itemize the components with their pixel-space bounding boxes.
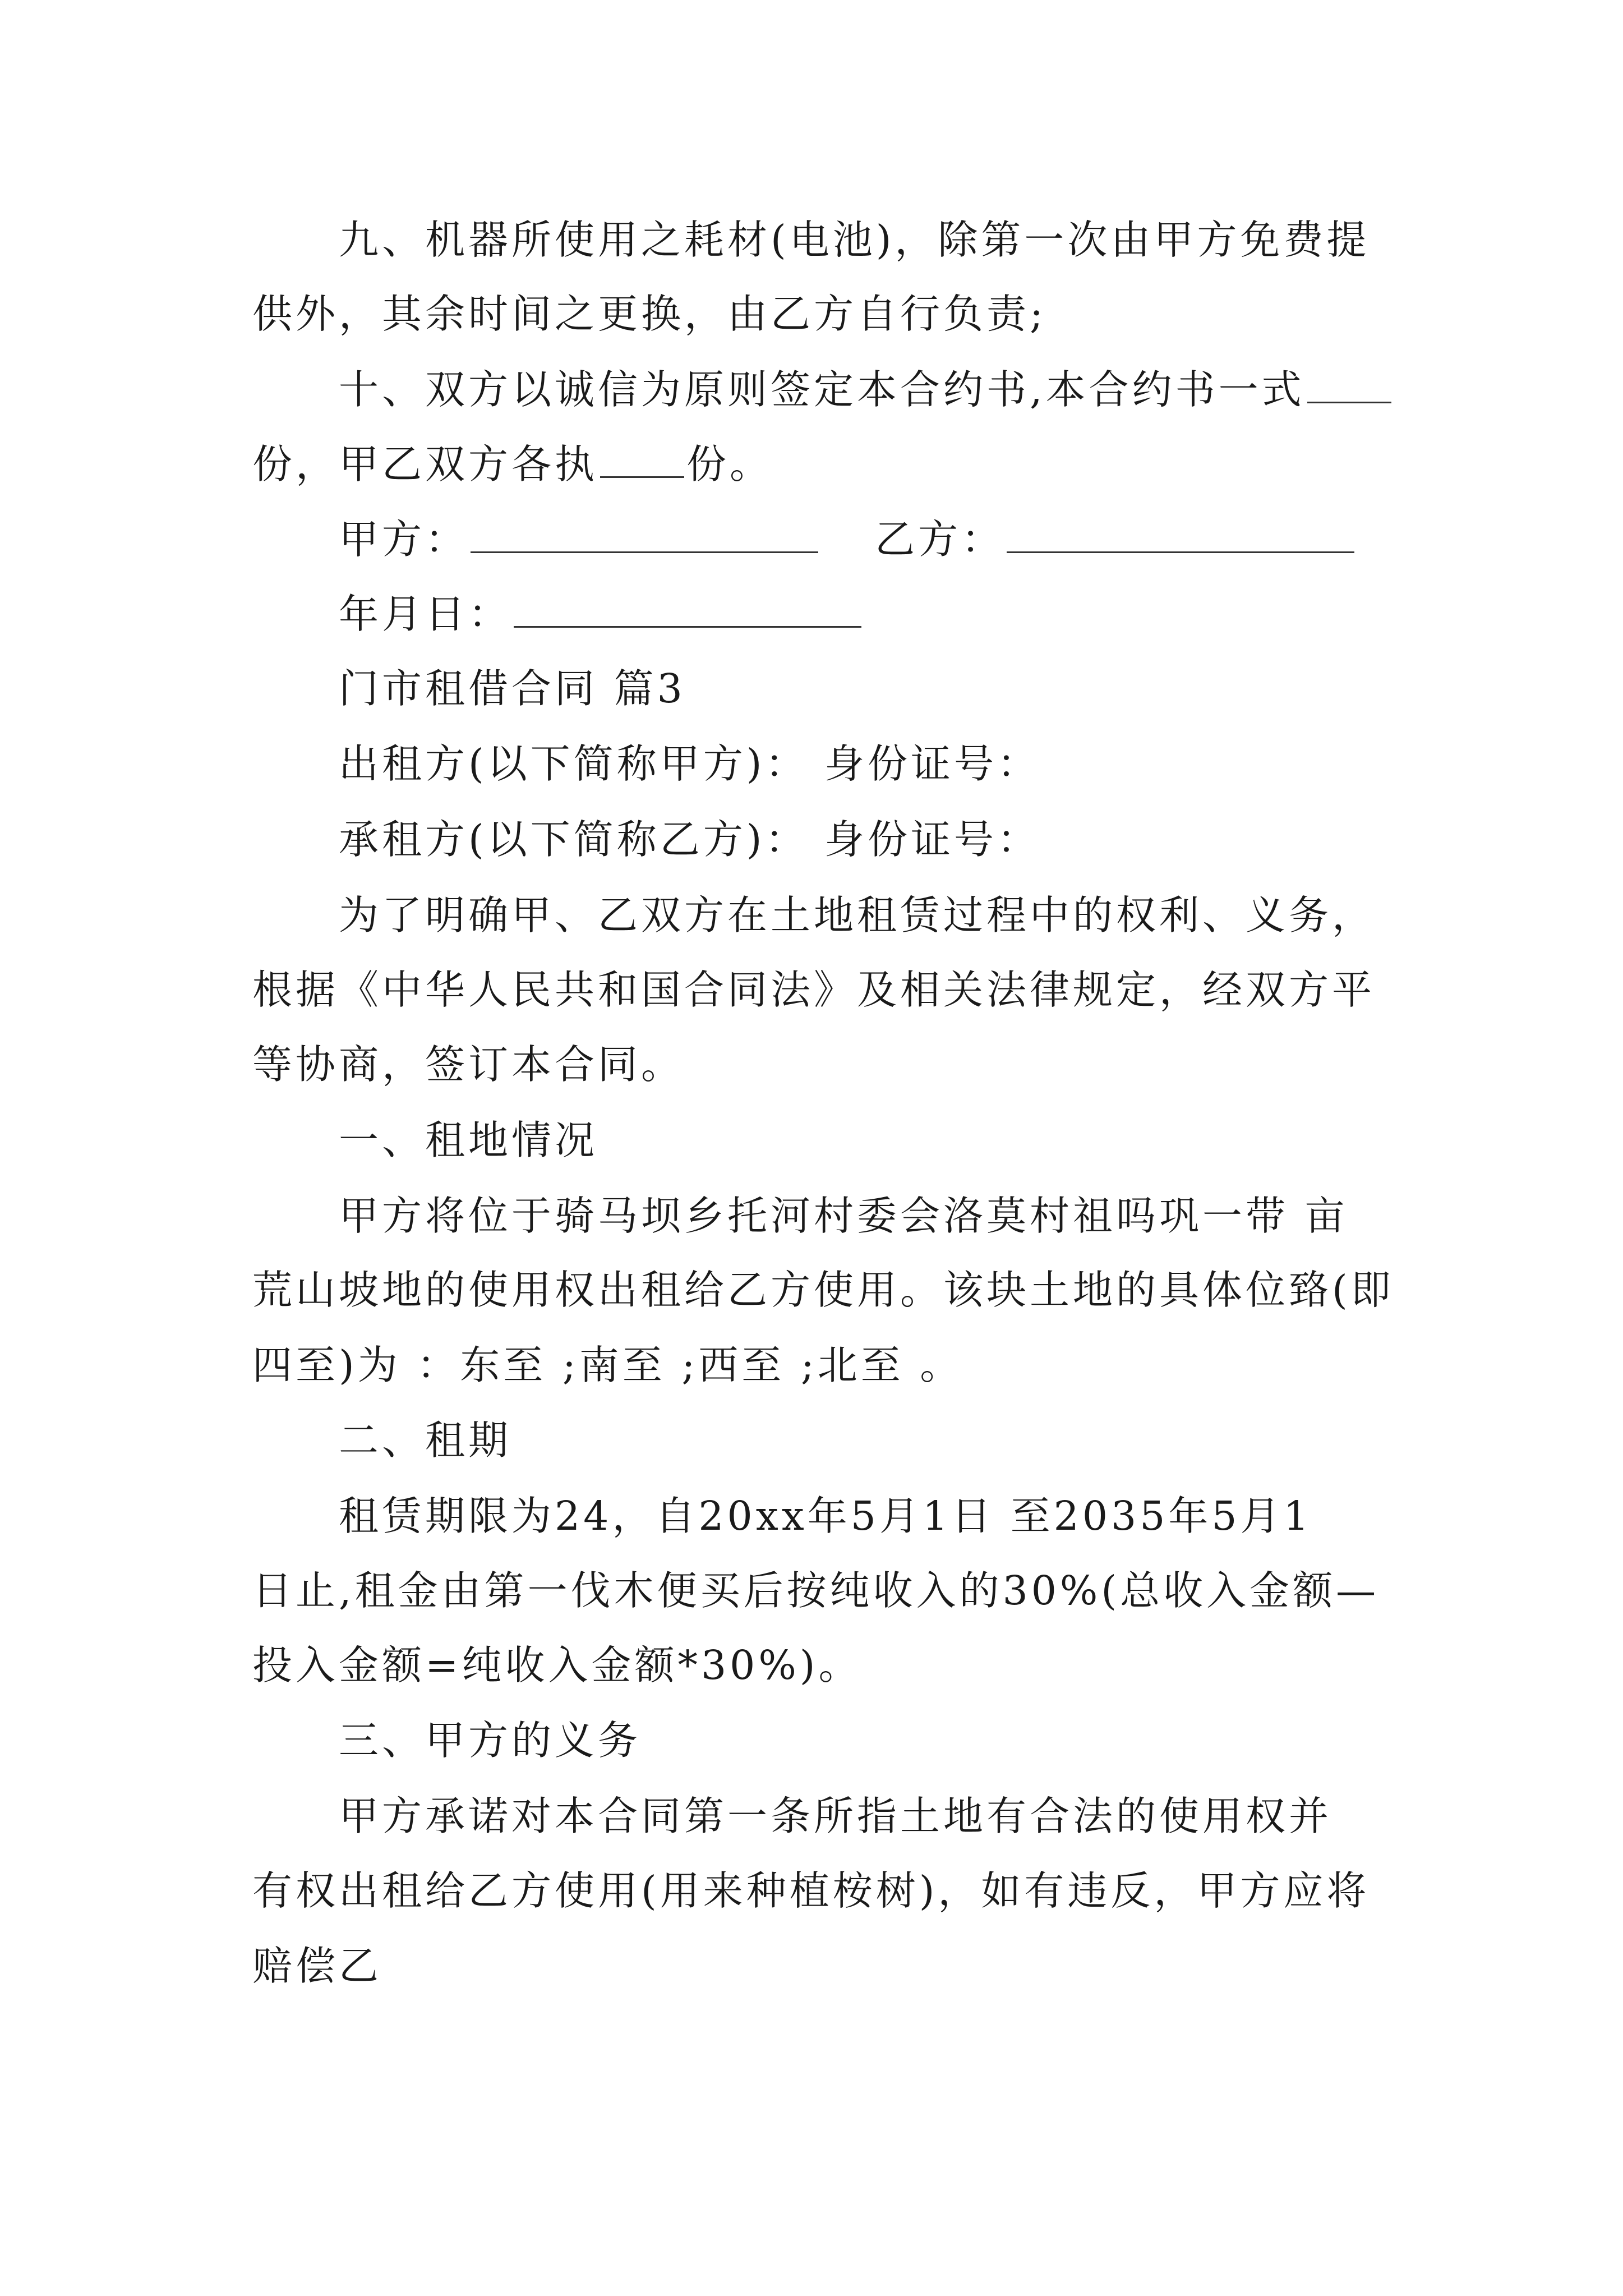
clause-10-text-b: 份，甲乙双方各执 — [252, 441, 598, 487]
clause-9-line-1: 九、机器所使用之耗材(电池)，除第一次由甲方免费提 — [339, 217, 1370, 263]
lessor-line: 出租方(以下简称甲方)： 身份证号： — [339, 740, 1040, 787]
heading-1: 一、租地情况 — [339, 1117, 598, 1163]
heading-2: 二、租期 — [339, 1417, 512, 1464]
section-2-line-1: 租赁期限为24，自20xx年5月1日 至2035年5月1 — [339, 1493, 1312, 1539]
party-a-sign-blank — [471, 517, 818, 553]
section-1-line-3: 四至)为 ：东至 ;南至 ;西至 ;北至 。 — [252, 1342, 963, 1388]
clause-10-text-a: 十、双方以诚信为原则签定本合约书,本合约书一式 — [339, 366, 1305, 413]
lessee-line: 承租方(以下简称乙方)： 身份证号： — [339, 816, 1040, 863]
heading-3: 三、甲方的义务 — [339, 1717, 642, 1764]
each-copies-blank — [600, 441, 684, 478]
clause-10-text-c: 份。 — [686, 441, 773, 487]
section-title: 门市租借合同 篇3 — [339, 665, 686, 712]
clause-10-line-1 — [339, 362, 1488, 418]
clause-9-line-2: 供外，其余时间之更换，由乙方自行负责; — [252, 291, 1046, 337]
section-3-line-3: 赔偿乙 — [252, 1943, 382, 1989]
clause-10-line-2 — [252, 436, 1402, 493]
section-1-line-2: 荒山坡地的使用权出租给乙方使用。该块土地的具体位臵(即 — [252, 1267, 1394, 1313]
intro-line-1: 为了明确甲、乙双方在土地租赁过程中的权利、义务， — [339, 892, 1376, 938]
section-3-line-1: 甲方承诺对本合同第一条所指土地有合法的使用权并 — [339, 1793, 1332, 1839]
intro-line-2: 根据《中华人民共和国合同法》及相关法律规定，经双方平 — [252, 967, 1376, 1013]
date-line — [339, 586, 1488, 642]
section-3-line-2: 有权出租给乙方使用(用来种植桉树)，如有违反，甲方应将 — [252, 1867, 1370, 1914]
intro-line-3: 等协商，签订本合同。 — [252, 1041, 685, 1088]
copies-blank — [1307, 367, 1391, 403]
section-2-line-2: 日止,租金由第一伐木便买后按纯收入的30%(总收入金额— — [252, 1567, 1380, 1614]
section-2-line-3: 投入金额=纯收入金额*30%)。 — [252, 1642, 862, 1688]
date-label: 年月日： — [339, 591, 512, 637]
section-1-line-1: 甲方将位于骑马坝乡托河村委会洛莫村祖吗巩一带 亩 — [339, 1193, 1348, 1239]
party-b-sign-blank — [1007, 517, 1354, 553]
signature-line — [339, 512, 1488, 568]
party-b-sign-label: 乙方： — [875, 516, 1005, 563]
party-a-sign-label: 甲方： — [339, 516, 469, 563]
date-blank — [514, 591, 861, 628]
